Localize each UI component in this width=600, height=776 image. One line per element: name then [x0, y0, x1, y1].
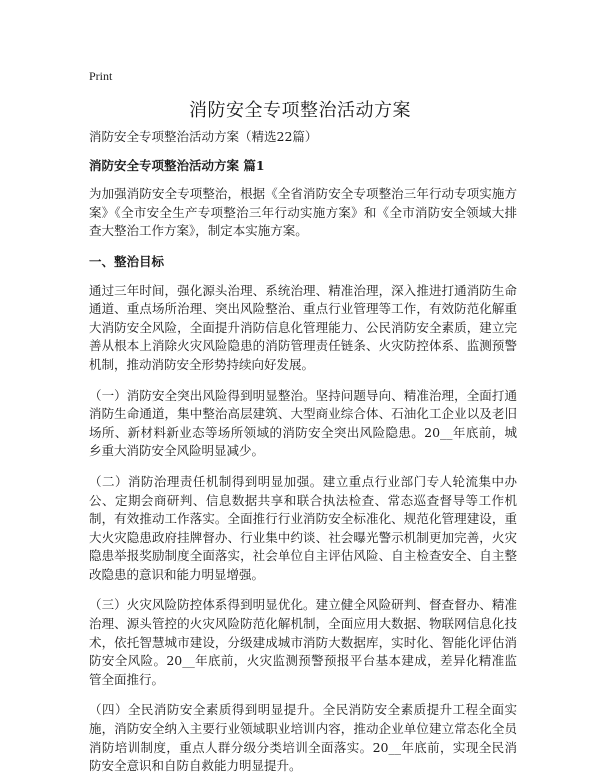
- article-heading: 消防安全专项整治活动方案 篇1: [89, 157, 265, 173]
- goal-item-1: （一）消防安全突出风险得到明显整治。坚持问题导向、精准治理，全面打通消防生命通道，集中整治高层建筑、大型商业综合体、石油化工企业以及老旧场所、新材料新业态等场所领域的消防安全突出风险隐患。20__年底前，城乡重大消防安全风险明显减少。: [89, 387, 517, 459]
- intro-paragraph: 为加强消防安全专项整治，根据《全省消防安全专项整治三年行动专项实施方案》《全市安全生产专项整治三年行动实施方案》和《全市消防安全领域大排查大整治工作方案》，制定本实施方案。: [89, 186, 517, 239]
- goal-item-3: （三）火灾风险防控体系得到明显优化。建立健全风险研判、督查督办、精准治理、源头管控的火灾风险防范化解机制，全面应用大数据、物联网信息化技术，依托智慧城市建设，分级建成城市消防大数据库，实时化、智能化评估消防安全风险。20__年底前，火灾监测预警预报平台基本建成，差异化精准监管全面推行。: [89, 597, 517, 687]
- page-title: 消防安全专项整治活动方案: [189, 100, 411, 121]
- goal-item-2: （二）消防治理责任机制得到明显加强。建立重点行业部门专人轮流集中办公、定期会商研判、信息数据共享和联合执法检查、常态巡查督导等工作机制，有效推动工作落实。全面推行行业消防安全标准化、规范化管理建设，重大火灾隐患政府挂牌督办、行业集中约谈、社会曝光警示机制更加完善，火灾隐患举报奖励制度全面落实，社会单位自主评估风险、自主检查安全、自主整改隐患的意识和能力明显增强。: [89, 473, 517, 582]
- document-subtitle: 消防安全专项整治活动方案（精选22篇）: [89, 129, 318, 144]
- section-heading-goals: 一、整治目标: [89, 253, 165, 269]
- goals-paragraph: 通过三年时间，强化源头治理、系统治理、精准治理，深入推进打通消防生命通道、重点场所治理、突出风险整治、重点行业管理等工作，有效防范化解重大消防安全风险，全面提升消防信息化管理能力、公民消防安全素质，建立完善从根本上消除火灾风险隐患的消防管理责任链条、火灾防控体系、监测预警机制，推动消防安全形势持续向好发展。: [89, 282, 517, 372]
- document-body: [89, 128, 517, 776]
- print-link[interactable]: Print: [89, 69, 113, 83]
- goal-item-4: （四）全民消防安全素质得到明显提升。全民消防安全素质提升工程全面实施，消防安全纳入主要行业领域职业培训内容，推动企业单位建立常态化全员消防培训制度，重点人群分级分类培训全面落实。20__年底前，实现全民消防安全意识和自防自救能力明显提升。: [89, 702, 517, 774]
